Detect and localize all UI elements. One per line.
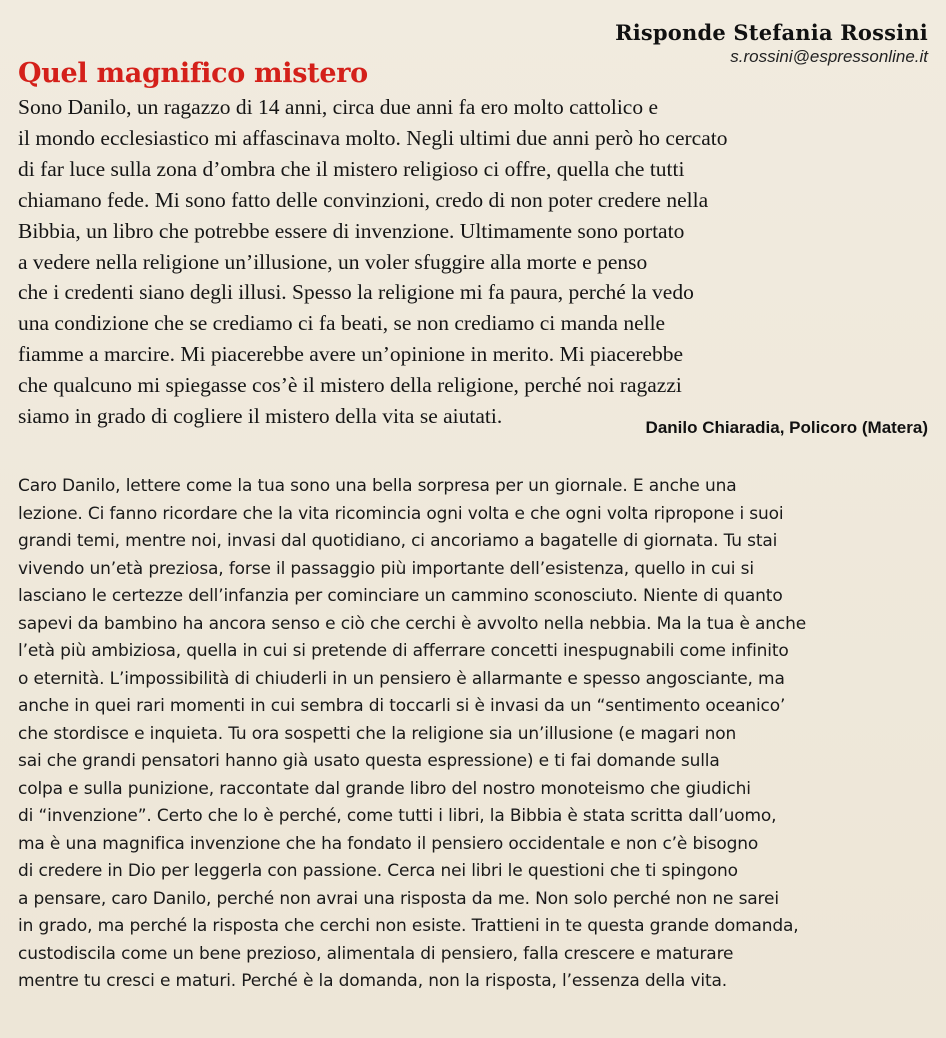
reply-line: anche in quei rari momenti in cui sembra di toccarli si è invasi da un “sentimento oceanico’ [18, 696, 786, 716]
reply-line: che stordisce e inquieta. Tu ora sospetti che la religione sia un’illusione (e magari non [18, 723, 737, 744]
byline [615, 20, 928, 67]
letter-line: siamo in grado di cogliere il mistero della vita se aiutati. [18, 404, 503, 429]
reply-line: lezione. Ci fanno ricordare che la vita ricomincia ogni volta e che ogni volta ripropone i suoi [18, 503, 784, 524]
columnist-email: s.rossini@espressonline.it [730, 47, 928, 66]
columnist-reply [18, 473, 933, 996]
reply-line: sapevi da bambino ha ancora senso e ciò che cerchi è avvolto nella nebbia. Ma la tua è anche [18, 613, 807, 634]
letter-line: a vedere nella religione un’illusione, un voler sfuggire alla morte e penso [18, 249, 648, 274]
letter-line: che i credenti siano degli illusi. Spesso la religione mi fa paura, perché la vedo [18, 280, 694, 305]
letter-line: il mondo ecclesiastico mi affascinava molto. Negli ultimi due anni però ho cercato [18, 125, 728, 150]
reply-line: vivendo un’età preziosa, forse il passaggio più importante dell’esistenza, quello in cui si [18, 558, 754, 579]
article-title: Quel magnifico mistero [18, 58, 368, 89]
reply-line: mentre tu cresci e maturi. Perché è la domanda, non la risposta, l’essenza della vita. [18, 971, 727, 991]
letter-line: una condizione che se crediamo ci fa beati, se non crediamo ci manda nelle [18, 311, 666, 336]
letter-line: chiamano fede. Mi sono fatto delle convinzioni, credo di non poter credere nella [18, 187, 709, 212]
reply-line: di credere in Dio per leggerla con passione. Cerca nei libri le questioni che ti spingono [18, 861, 738, 881]
reader-letter [18, 92, 918, 432]
reply-line: o eternità. L’impossibilità di chiuderli in un pensiero è allarmante e spesso angosciante, ma [18, 668, 785, 689]
reply-line: custodiscila come un bene prezioso, alimentala di pensiero, falla crescere e maturare [18, 943, 734, 964]
columnist-name: Risponde Stefania Rossini [615, 20, 928, 45]
letter-line: di far luce sulla zona d’ombra che il mistero religioso ci offre, quella che tutti [18, 156, 685, 181]
letter-signature: Danilo Chiaradia, Policoro (Matera) [645, 418, 928, 437]
reply-line: colpa e sulla punizione, raccontate dal grande libro del nostro monoteismo che giudichi [18, 778, 751, 799]
reply-line: lasciano le certezze dell’infanzia per cominciare un cammino sconosciuto. Niente di quanto [18, 586, 783, 606]
reply-line: Caro Danilo, lettere come la tua sono una bella sorpresa per un giornale. E anche una [18, 476, 737, 496]
letter-line: Sono Danilo, un ragazzo di 14 anni, circa due anni fa ero molto cattolico e [18, 95, 659, 119]
reply-line: a pensare, caro Danilo, perché non avrai una risposta da me. Non solo perché non ne sarei [18, 888, 779, 909]
letter-line: fiamme a marcire. Mi piacerebbe avere un’opinione in merito. Mi piacerebbe [18, 342, 684, 367]
letter-line: Bibbia, un libro che potrebbe essere di invenzione. Ultimamente sono portato [18, 218, 685, 243]
letter-line: che qualcuno mi spiegasse cos’è il mistero della religione, perché noi ragazzi [18, 373, 682, 398]
reply-line: grandi temi, mentre noi, invasi dal quotidiano, ci ancoriamo a bagatelle di giornata. Tu stai [18, 531, 778, 551]
reply-line: in grado, ma perché la risposta che cerchi non esiste. Trattieni in te questa grande domanda, [18, 916, 799, 936]
reply-line: ma è una magnifica invenzione che ha fondato il pensiero occidentale e non c’è bisogno [18, 833, 759, 854]
reply-line: di “invenzione”. Certo che lo è perché, come tutti i libri, la Bibbia è stata scritta dall’uomo, [18, 806, 777, 826]
reply-line: sai che grandi pensatori hanno già usato questa espressione) e ti fai domande sulla [18, 751, 720, 771]
reply-line: l’età più ambiziosa, quella in cui si pretende di afferrare concetti inespugnabili come infinito [18, 641, 789, 661]
